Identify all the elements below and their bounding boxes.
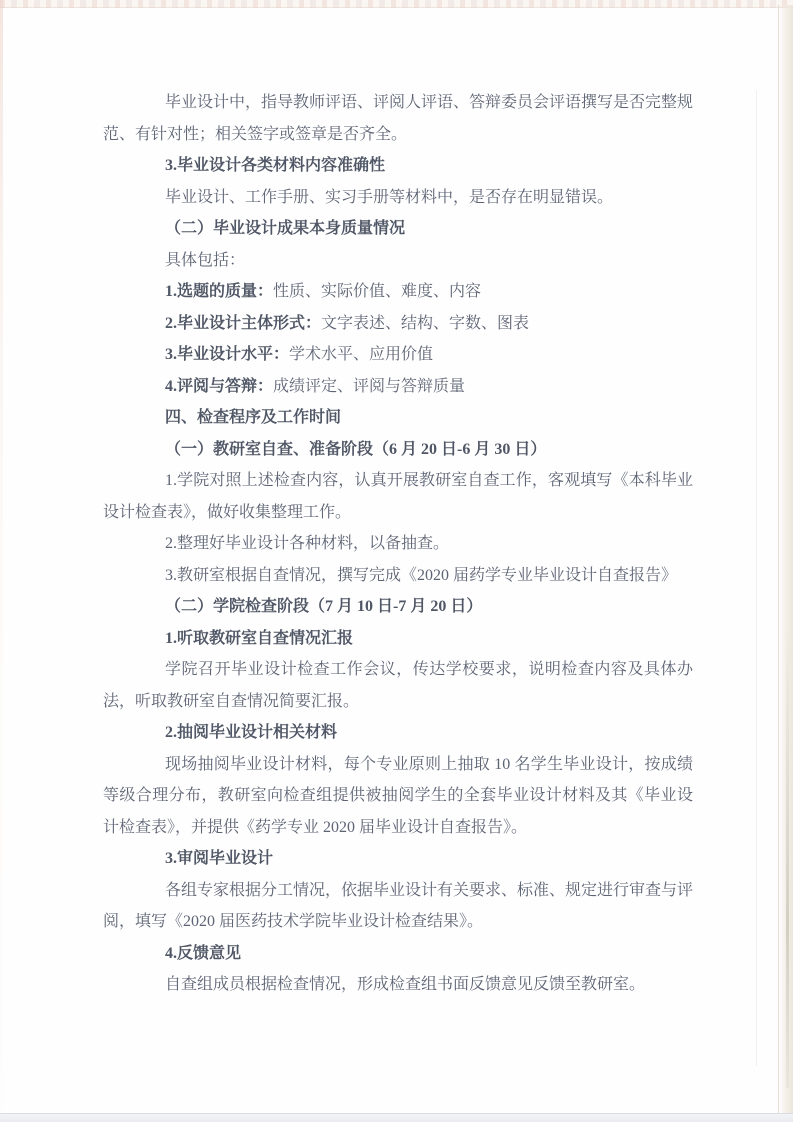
paragraph (103, 150, 693, 182)
paragraph (103, 623, 693, 655)
paragraph-text: 3.毕业设计各类材料内容准确性 (165, 157, 386, 174)
paragraph-text: 成绩评定、评阅与答辩质量 (273, 377, 466, 395)
paragraph (103, 591, 693, 623)
paragraph-text: 毕业设计中，指导教师评语、评阅人评语、答辩委员会评语撰写是否完整规范、有针对性；相关签字或签章是否齐全。 (103, 94, 694, 143)
paragraph-text: 自查组成员根据检查情况，形成检查组书面反馈意见反馈至教研室。 (165, 976, 646, 993)
paragraph-text: （一）教研室自查、准备阶段（6 月 20 日-6 月 30 日） (165, 440, 547, 458)
paragraph (103, 717, 693, 749)
paragraph (103, 938, 693, 970)
paragraph (103, 749, 693, 844)
scan-edge-top (0, 0, 793, 8)
paragraph-text: 1.学院对照上述检查内容，认真开展教研室自查工作，客观填写《本科毕业设计检查表》，做好收集整理工作。 (103, 472, 693, 521)
paragraph-text: 3.教研室根据自查情况，撰写完成《2020 届药学专业毕业设计自查报告》 (165, 566, 678, 584)
scan-edge-bottom (0, 1113, 793, 1122)
paragraph-label: 2.毕业设计主体形式： (165, 314, 322, 332)
paragraph (103, 402, 693, 434)
paragraph-text: 2.整理好毕业设计各种材料，以备抽查。 (165, 535, 450, 552)
document-body (103, 87, 693, 1001)
paragraph (103, 339, 693, 371)
paragraph (103, 182, 693, 214)
paragraph (103, 969, 693, 1001)
paragraph-text: 学院召开毕业设计检查工作会议，传达学校要求，说明检查内容及具体办法，听取教研室自查情况简要汇报。 (103, 661, 693, 710)
paragraph (103, 654, 693, 717)
paragraph (103, 528, 693, 560)
paragraph (103, 87, 693, 150)
paragraph-text: 3.审阅毕业设计 (165, 850, 274, 867)
scan-streak (786, 628, 789, 1088)
paragraph (103, 843, 693, 875)
paragraph (103, 276, 693, 308)
paragraph-text: 4.反馈意见 (165, 944, 242, 962)
scan-edge-left (0, 0, 3, 1122)
paragraph-text: 2.抽阅毕业设计相关材料 (165, 724, 338, 741)
paragraph-text: 毕业设计、工作手册、实习手册等材料中，是否存在明显错误。 (165, 188, 614, 206)
paragraph-text: 具体包括： (165, 251, 246, 269)
paragraph-text: （二）学院检查阶段（7 月 10 日-7 月 20 日） (165, 598, 483, 615)
paragraph (103, 371, 693, 403)
paragraph-text: 各组专家根据分工情况，依据毕业设计有关要求、标准、规定进行审查与评阅，填写《2020 届医药技术学院毕业设计检查结果》。 (103, 881, 694, 930)
paragraph (103, 465, 693, 528)
paragraph-label: 4.评阅与答辩： (165, 377, 274, 395)
paragraph-text: 性质、实际价值、难度、内容 (273, 283, 482, 300)
paragraph (103, 875, 693, 938)
scan-fold-line (756, 90, 757, 1066)
paragraph (103, 308, 693, 340)
paragraph-text: 1.听取教研室自查情况汇报 (165, 629, 354, 647)
paragraph-text: 四、检查程序及工作时间 (165, 409, 342, 426)
paragraph (103, 245, 693, 277)
paragraph-text: （二）毕业设计成果本身质量情况 (165, 220, 406, 237)
paragraph-text: 文字表述、结构、字数、图表 (321, 314, 530, 332)
paragraph-text: 学术水平、应用价值 (289, 346, 434, 363)
paragraph-text: 现场抽阅毕业设计材料，每个专业原则上抽取 10 名学生毕业设计，按成绩等级合理分布，教研室向检查组提供被抽阅学生的全套毕业设计材料及其《毕业设计检查表》，并提供《药学专业 2020 届毕业设计自查报告》。 (103, 755, 693, 836)
paragraph-label: 3.毕业设计水平： (165, 346, 290, 363)
paragraph (103, 213, 693, 245)
paragraph-label: 1.选题的质量： (165, 283, 274, 300)
paragraph (103, 434, 693, 466)
paragraph (103, 560, 693, 592)
